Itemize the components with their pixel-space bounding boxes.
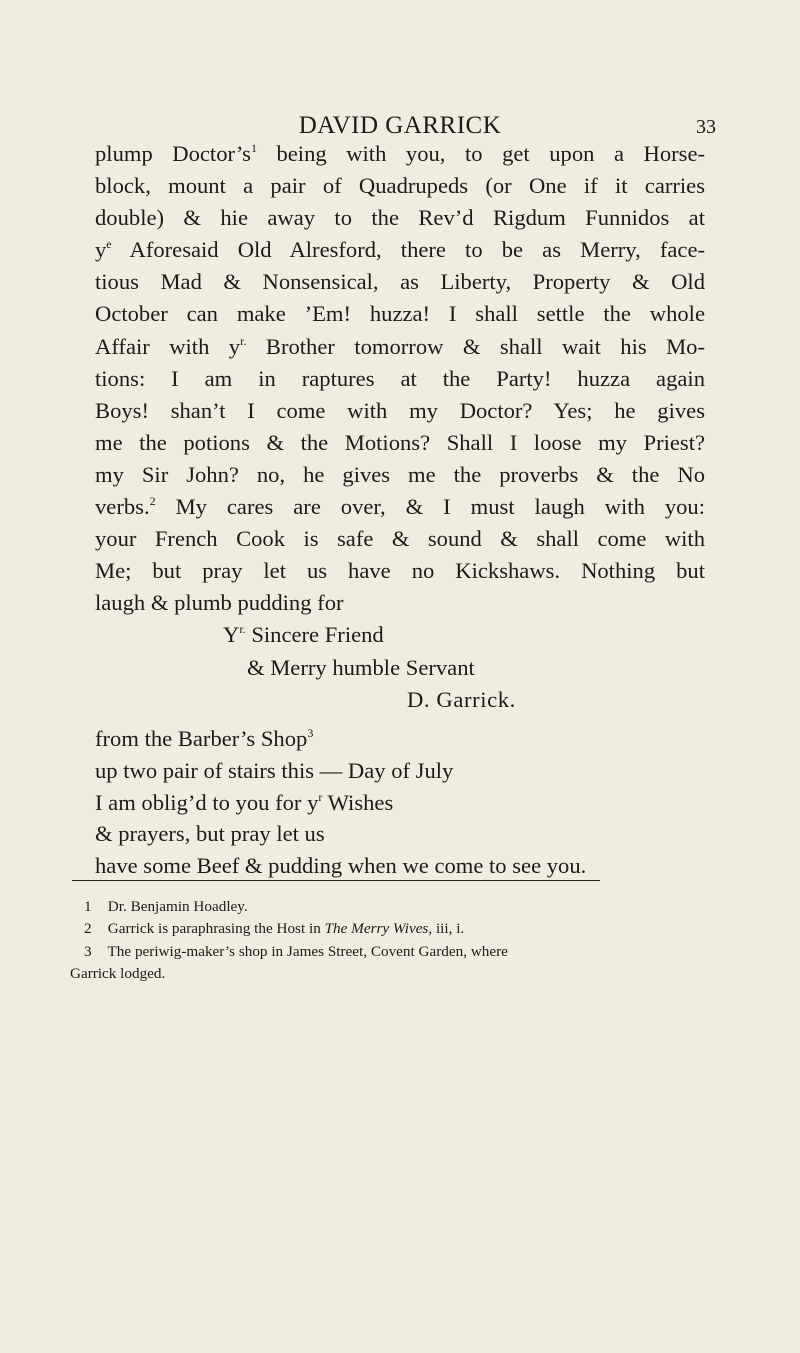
- page-number: 33: [696, 116, 716, 138]
- letter-line: Me; but pray let us have no Kickshaws. Nothing but: [95, 558, 705, 584]
- superscript: e: [106, 237, 112, 252]
- footnote: 2 Garrick is paraphrasing the Host in The Merry Wives, iii, i.: [84, 920, 465, 938]
- letter-line: $y^e$ Aforesaid Old Alresford, there to be as Merry, face-: [95, 237, 706, 263]
- footnote: 3 The periwig-maker’s shop in James Street, Covent Garden, where: [84, 942, 508, 960]
- superscript: r.: [239, 622, 246, 637]
- postscript-line: up two pair of stairs this — Day of July: [95, 757, 454, 783]
- signature: D. Garrick.: [407, 686, 516, 712]
- footnote-ref[interactable]: 1: [250, 141, 257, 155]
- footnote-ref[interactable]: 2: [149, 494, 156, 509]
- footnote-divider: [72, 880, 600, 881]
- postscript-line: & prayers, but pray let us: [95, 821, 325, 847]
- superscript: r.: [240, 333, 247, 348]
- footnote-ref[interactable]: 3: [307, 726, 314, 740]
- letter-line: my Sir John? no, he gives me the proverbs & the No: [95, 461, 705, 487]
- letter-line: plump $Doctor’s^1$ being with you, to get upon a Horse-: [95, 141, 705, 166]
- letter-line: tious Mad & Nonsensical, as Liberty, Property & Old: [95, 269, 705, 295]
- closing-line: & Merry humble Servant: [247, 654, 475, 680]
- letter-line: Affair with $y^{r.}$ Brother tomorrow & shall wait his Mo-: [95, 333, 705, 359]
- postscript-line: have some Beef & pudding when we come to see you.: [95, 853, 587, 879]
- running-title: DAVID GARRICK: [298, 112, 502, 139]
- letter-line: double) & hie away to the Rev’d Rigdum Funnidos at: [95, 205, 705, 231]
- footnote: 1 Dr. Benjamin Hoadley.: [84, 898, 248, 915]
- letter-line: verbs.$^2$ My cares are over, & I must laugh with you:: [95, 494, 705, 520]
- letter-body: [95, 138, 705, 716]
- closing-line: $Y^{r.}$ Sincere Friend: [223, 622, 384, 648]
- letter-line: tions: I am in raptures at the Party! huzza again: [95, 365, 705, 391]
- letter-line: your French Cook is safe & sound & shall come with: [95, 526, 705, 552]
- superscript: r: [318, 789, 323, 804]
- letter-line: laugh & plumb pudding for: [95, 590, 344, 616]
- letter-line: Boys! shan’t I come with my Doctor? Yes; he gives: [95, 397, 705, 423]
- footnotes: [70, 896, 660, 986]
- postscript: [95, 723, 705, 882]
- letter-line: October can make ’Em! huzza! I shall settle the whole: [95, 301, 705, 327]
- postscript-line: from the Barber’s Shop$^3$: [95, 726, 314, 751]
- letter-line: me the potions & the Motions? Shall I loose my Priest?: [95, 429, 705, 455]
- footnote-continuation: Garrick lodged.: [70, 965, 166, 983]
- postscript-line: I am oblig’d to you for $y^r$ Wishes: [95, 789, 394, 815]
- letter-line: block, mount a pair of Quadrupeds (or One if it carries: [95, 173, 705, 199]
- line-lead: plump Doctor’s: [95, 141, 251, 166]
